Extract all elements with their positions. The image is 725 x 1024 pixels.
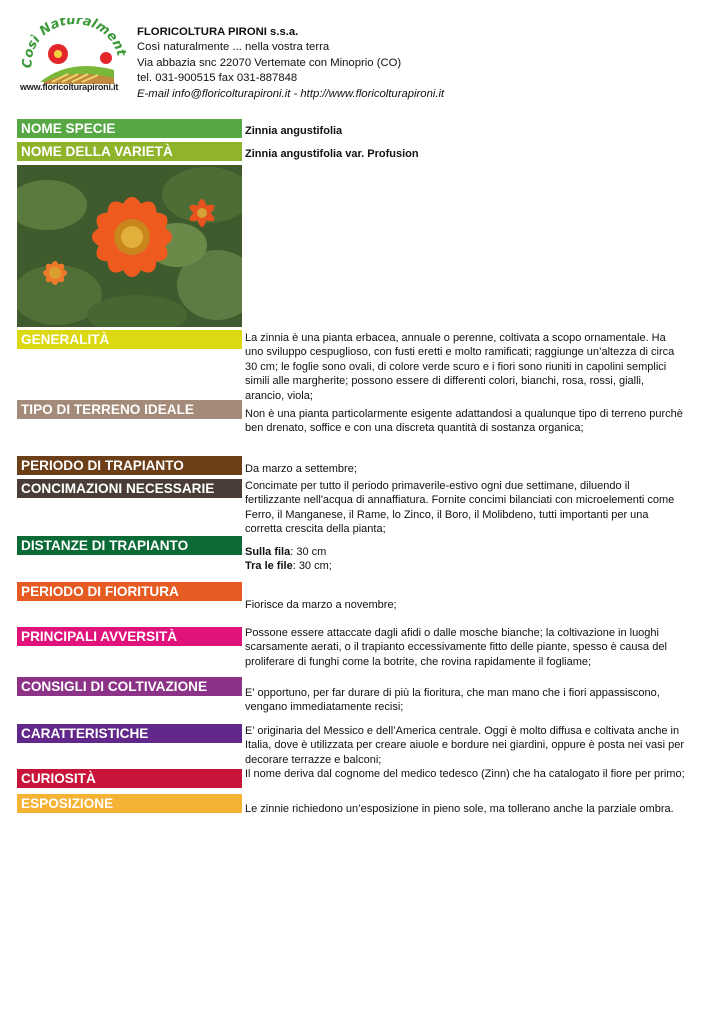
company-email-web[interactable]: E-mail info@floricolturapironi.it - http://www.floricolturapironi.it: [137, 87, 445, 100]
logo-text: Così Naturalmen: [20, 18, 126, 69]
label-curiosity: CURIOSITÀ: [17, 769, 242, 788]
company-address: Via abbazia snc 22070 Vertemate con Minoprio (CO): [137, 56, 402, 69]
value-transplant-period: Da marzo a settembre;: [245, 463, 357, 475]
label-transplant-period: PERIODO DI TRAPIANTO: [17, 456, 242, 475]
label-general: GENERALITÀ: [17, 330, 242, 349]
distance-between-rows: Tra le file: 30 cm;: [245, 560, 332, 573]
label-tips: CONSIGLI DI COLTIVAZIONE: [17, 677, 242, 696]
flower-photo: [17, 165, 242, 327]
value-variety: Zinnia angustifolia var. Profusion: [245, 148, 419, 160]
label-flowering: PERIODO DI FIORITURA: [17, 582, 242, 601]
value-species: Zinnia angustifolia: [245, 125, 343, 137]
company-slogan: Così naturalmente ... nella vostra terra: [137, 41, 330, 54]
label-fertilizing: CONCIMAZIONI NECESSARIE: [17, 479, 242, 498]
label-features: CARATTERISTICHE: [17, 724, 242, 743]
company-info: [137, 25, 444, 102]
company-phone: tel. 031-900515 fax 031-887848: [137, 72, 298, 85]
value-soil: Non è una pianta particolarmente esigente adattandosi a qualunque tipo di terreno purchè ben drenato, soffice e con una discreta quantità di sostanza organica;: [245, 408, 683, 435]
value-curiosity: Il nome deriva dal cognome del medico tedesco (Zinn) che ha catalogato il fiore per primo;: [245, 768, 685, 780]
value-distances: [245, 545, 685, 574]
distance-row: Sulla fila: 30 cm: [245, 546, 327, 558]
label-species: NOME SPECIE: [17, 119, 242, 138]
value-features: E’ originaria del Messico e dell’America centrale. Oggi è molto diffusa e coltivata anche in Italia, dove è utilizzata per creare aiuole e bordure nei giardini, oppure è posta nei vasi per decorare terrazze e balconi;: [245, 725, 685, 766]
label-adversities: PRINCIPALI AVVERSITÀ: [17, 627, 242, 646]
value-tips: E' opportuno, per far durare di più la fioritura, che man mano che i fiori appassiscono, vengano immediatamente recisi;: [245, 687, 660, 714]
label-exposure: ESPOSIZIONE: [17, 794, 242, 813]
logo-url: www.floricolturapironi.it: [20, 82, 119, 92]
value-exposure: Le zinnie richiedono un’esposizione in pieno sole, ma tollerano anche la parziale ombra.: [245, 803, 674, 815]
label-soil: TIPO DI TERRENO IDEALE: [17, 400, 242, 419]
value-general: La zinnia è una pianta erbacea, annuale o perenne, coltivata a scopo ornamentale. Ha uno sviluppo cespuglioso, con fusti eretti e molto ramificati; raggiunge un’altezza di circa 30 cm; le foglie sono ovali, di colore verde scuro e i fiori sono riuniti in capolini semplici simili alle margherite; possono essere di differenti colori, bianchi, rosa, rossi, gialli, arancio, viola;: [245, 332, 675, 402]
value-fertilizing: Concimate per tutto il periodo primaverile-estivo ogni due settimane, diluendo il fertilizzante nell'acqua di annaffiatura. Fornite concimi bilanciati con microelementi come Ferro, il Manganese, il Rame, lo Zinco, il Boro, il Molibdeno, tutti importanti per una corretta crescita della pianta;: [245, 480, 675, 536]
label-distances: DISTANZE DI TRAPIANTO: [17, 536, 242, 555]
value-adversities: Possone essere attaccate dagli afidi o dalle mosche bianche; la coltivazione in luoghi scarsamente aerati, o il trapianto eccessivamente fitto delle piante, spesso è causa del proliferare di funghi come la botrite, che rovina rapidamente il fogliame;: [245, 627, 667, 668]
company-name: FLORICOLTURA PIRONI s.s.a.: [137, 26, 299, 38]
value-flowering: Fiorisce da marzo a novembre;: [245, 599, 397, 611]
label-variety: NOME DELLA VARIETÀ: [17, 142, 242, 161]
